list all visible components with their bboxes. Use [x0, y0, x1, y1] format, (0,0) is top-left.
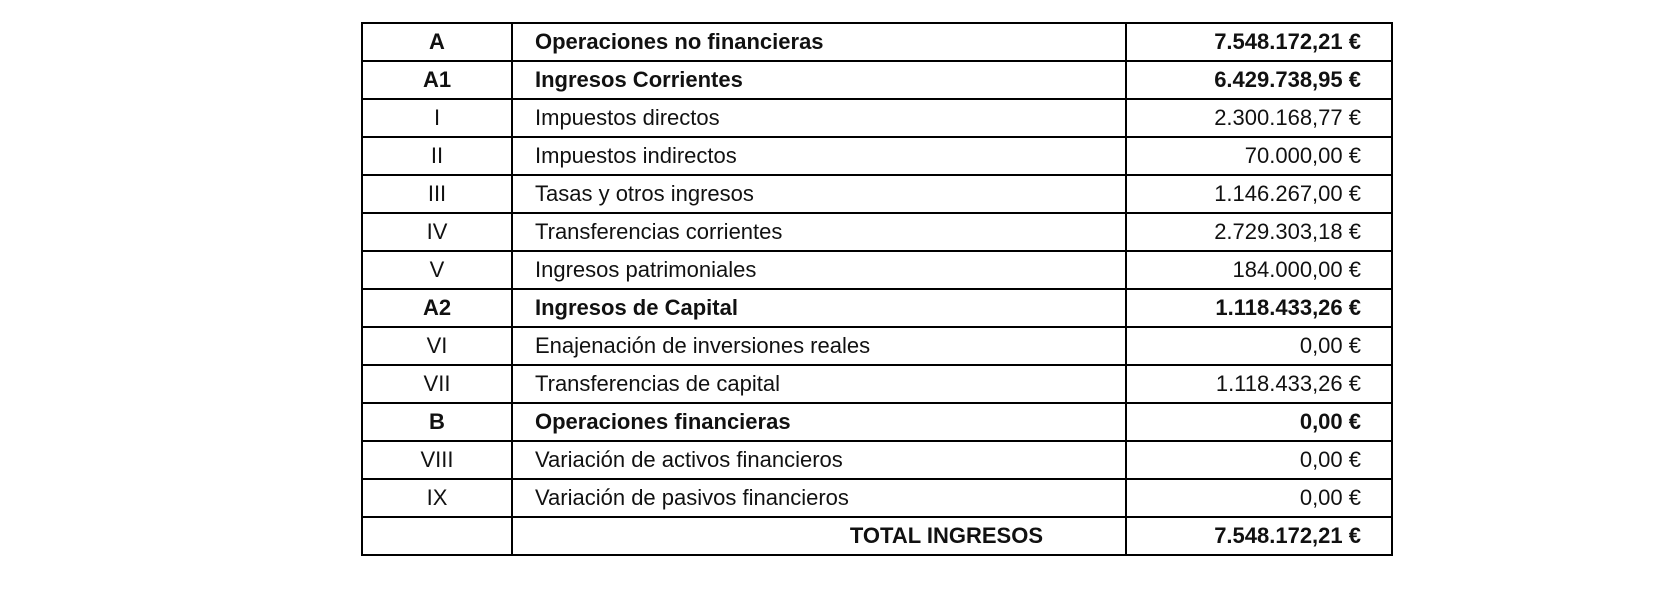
total-code	[362, 517, 512, 555]
budget-income-table	[361, 22, 1393, 556]
row-label: Impuestos directos	[512, 99, 1126, 137]
table-row	[362, 137, 1392, 175]
row-code: IX	[362, 479, 512, 517]
row-code: VI	[362, 327, 512, 365]
table-row	[362, 479, 1392, 517]
row-label: Variación de pasivos financieros	[512, 479, 1126, 517]
row-amount: 0,00 €	[1126, 479, 1392, 517]
row-amount: 1.146.267,00 €	[1126, 175, 1392, 213]
row-amount: 0,00 €	[1126, 441, 1392, 479]
row-code: B	[362, 403, 512, 441]
row-amount: 6.429.738,95 €	[1126, 61, 1392, 99]
row-code: V	[362, 251, 512, 289]
row-label: Operaciones no financieras	[512, 23, 1126, 61]
table-row	[362, 441, 1392, 479]
table-row	[362, 251, 1392, 289]
table-row-summary	[362, 23, 1392, 61]
row-label: Transferencias corrientes	[512, 213, 1126, 251]
row-code: VIII	[362, 441, 512, 479]
row-amount: 2.729.303,18 €	[1126, 213, 1392, 251]
table-row-summary	[362, 289, 1392, 327]
total-label: TOTAL INGRESOS	[512, 517, 1126, 555]
row-label: Ingresos de Capital	[512, 289, 1126, 327]
row-amount: 70.000,00 €	[1126, 137, 1392, 175]
row-code: III	[362, 175, 512, 213]
table-row-summary	[362, 61, 1392, 99]
table-row	[362, 175, 1392, 213]
row-label: Ingresos Corrientes	[512, 61, 1126, 99]
row-label: Enajenación de inversiones reales	[512, 327, 1126, 365]
row-amount: 2.300.168,77 €	[1126, 99, 1392, 137]
row-label: Impuestos indirectos	[512, 137, 1126, 175]
table-row-total	[362, 517, 1392, 555]
row-label: Variación de activos financieros	[512, 441, 1126, 479]
row-code: VII	[362, 365, 512, 403]
table-row-summary	[362, 403, 1392, 441]
row-label: Transferencias de capital	[512, 365, 1126, 403]
row-label: Ingresos patrimoniales	[512, 251, 1126, 289]
row-amount: 1.118.433,26 €	[1126, 365, 1392, 403]
row-code: A	[362, 23, 512, 61]
row-amount: 184.000,00 €	[1126, 251, 1392, 289]
row-label: Operaciones financieras	[512, 403, 1126, 441]
row-code: IV	[362, 213, 512, 251]
table-row	[362, 213, 1392, 251]
row-amount: 7.548.172,21 €	[1126, 23, 1392, 61]
total-amount: 7.548.172,21 €	[1126, 517, 1392, 555]
row-code: A2	[362, 289, 512, 327]
row-amount: 0,00 €	[1126, 403, 1392, 441]
row-amount: 0,00 €	[1126, 327, 1392, 365]
table-row	[362, 365, 1392, 403]
row-amount: 1.118.433,26 €	[1126, 289, 1392, 327]
table-row	[362, 327, 1392, 365]
row-code: II	[362, 137, 512, 175]
row-label: Tasas y otros ingresos	[512, 175, 1126, 213]
row-code: I	[362, 99, 512, 137]
table-row	[362, 99, 1392, 137]
row-code: A1	[362, 61, 512, 99]
